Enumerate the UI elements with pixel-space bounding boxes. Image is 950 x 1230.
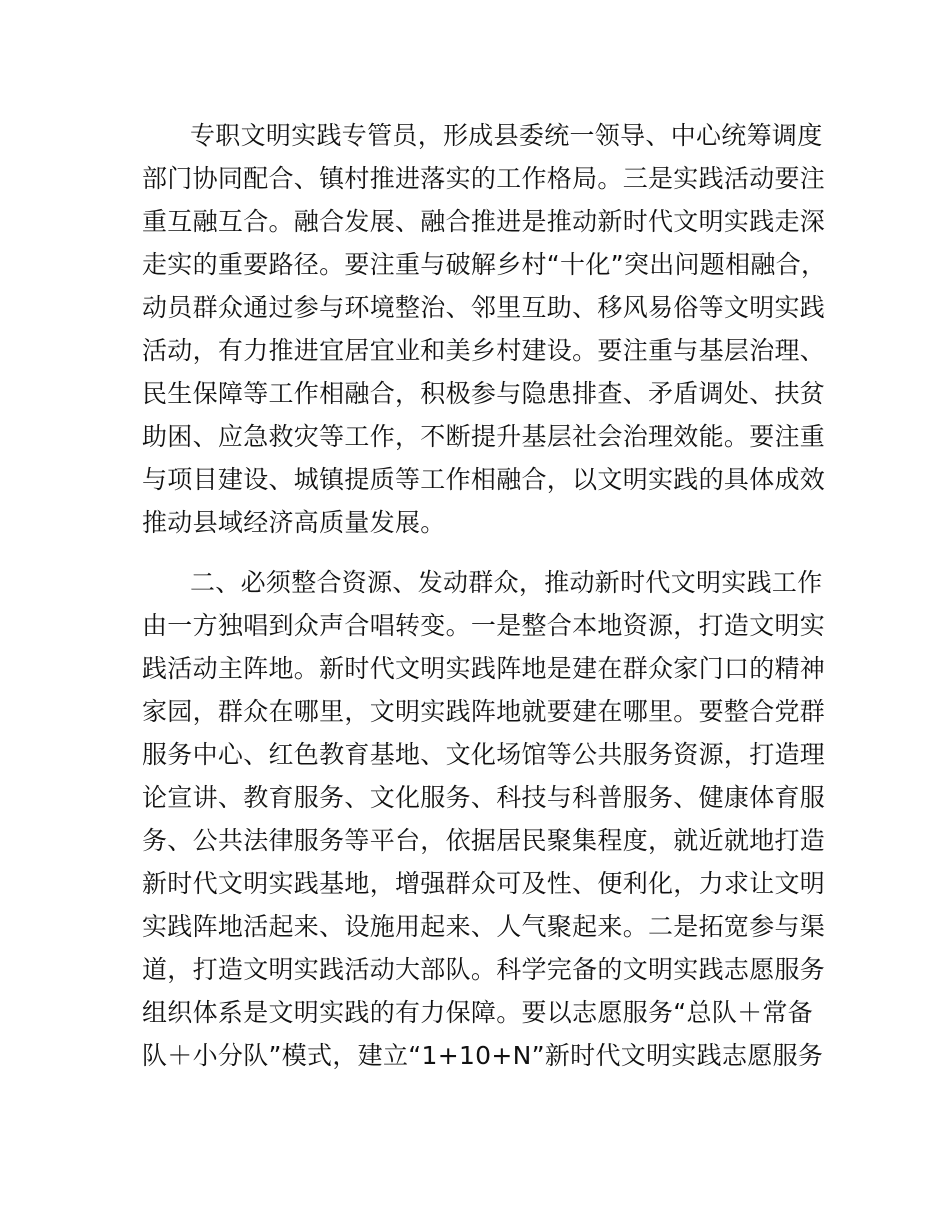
text-line: 道，打造文明实践活动大部队。科学完备的文明实践志愿服务	[142, 955, 826, 984]
text-line: 服务中心、红色教育基地、文化场馆等公共服务资源，打造理	[142, 740, 826, 769]
text-line: 家园，群众在哪里，文明实践阵地就要建在哪里。要整合党群	[142, 697, 826, 726]
text-line: 论宣讲、教育服务、文化服务、科技与科普服务、健康体育服	[142, 783, 826, 812]
text-line: 队＋小分队”模式，建立“1+10+N”新时代文明实践志愿服务	[142, 1041, 824, 1070]
text-line: 与项目建设、城镇提质等工作相融合，以文明实践的具体成效	[142, 465, 826, 494]
text-line: 部门协同配合、镇村推进落实的工作格局。三是实践活动要注	[142, 164, 826, 193]
text-line: 二、必须整合资源、发动群众，推动新时代文明实践工作	[190, 568, 823, 597]
text-line: 组织体系是文明实践的有力保障。要以志愿服务“总队＋常备	[142, 998, 814, 1027]
text-line: 推动县域经济高质量发展。	[142, 508, 446, 537]
text-line: 务、公共法律服务等平台，依据居民聚集程度，就近就地打造	[142, 826, 826, 855]
text-line: 重互融互合。融合发展、融合推进是推动新时代文明实践走深	[142, 207, 826, 236]
text-line: 专职文明实践专管员，形成县委统一领导、中心统筹调度	[190, 121, 823, 150]
text-line: 走实的重要路径。要注重与破解乡村“十化”突出问题相融合，	[142, 250, 827, 279]
text-line: 活动，有力推进宜居宜业和美乡村建设。要注重与基层治理、	[142, 336, 826, 365]
text-line: 民生保障等工作相融合，积极参与隐患排查、矛盾调处、扶贫	[142, 379, 826, 408]
text-line: 动员群众通过参与环境整治、邻里互助、移风易俗等文明实践	[142, 293, 826, 322]
text-line: 实践阵地活起来、设施用起来、人气聚起来。二是拓宽参与渠	[142, 912, 826, 941]
text-line: 践活动主阵地。新时代文明实践阵地是建在群众家门口的精神	[142, 654, 826, 683]
text-line: 助困、应急救灾等工作，不断提升基层社会治理效能。要注重	[142, 422, 826, 451]
text-line: 由一方独唱到众声合唱转变。一是整合本地资源，打造文明实	[142, 611, 826, 640]
text-line: 新时代文明实践基地，增强群众可及性、便利化，力求让文明	[142, 869, 826, 898]
